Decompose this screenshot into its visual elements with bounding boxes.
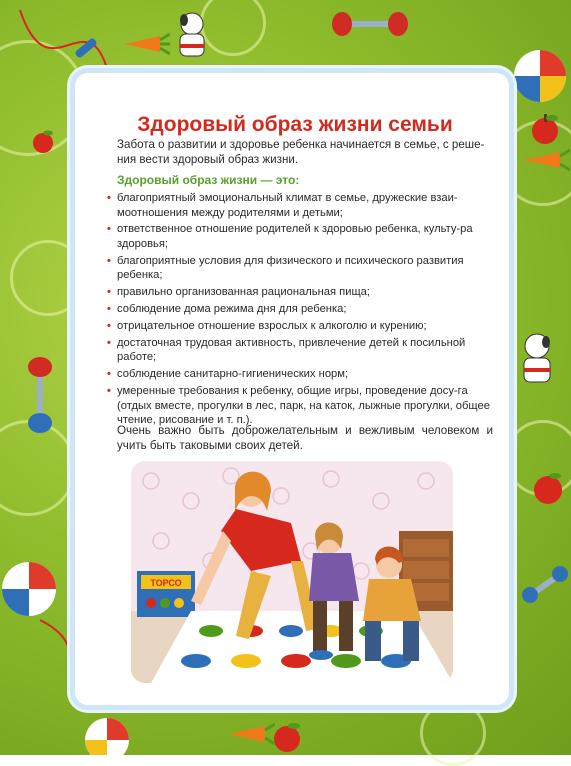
- bullet-icon: •: [107, 319, 111, 332]
- list-item: • отрицательное отношение взрослых к алкоголю и курению;: [107, 319, 427, 332]
- toy-dog-icon: [516, 330, 558, 390]
- bullet-icon: •: [107, 385, 111, 398]
- carrot-icon: [225, 722, 275, 746]
- closing-paragraph: Очень важно быть доброжелательным и вежливым человеком и учить быть таковыми своих детей.: [117, 424, 493, 452]
- list-item: • соблюдение дома режима дня для ребенка;: [107, 303, 347, 316]
- carrot-icon: [520, 148, 570, 172]
- carrot-icon: [120, 32, 170, 56]
- family-illustration: [131, 461, 453, 683]
- list-item: • благоприятные условия для физического и психического развития ребенка;: [107, 254, 464, 282]
- list-item: • благоприятный эмоциональный климат в семье, дружеские взаи-моотношения между родителями и детьми;: [107, 192, 458, 219]
- bullet-icon: •: [107, 336, 111, 349]
- list-subheading: Здоровый образ жизни — это:: [117, 173, 300, 187]
- beach-ball-icon: [82, 715, 132, 755]
- bullet-icon: •: [107, 223, 111, 236]
- game-box-label: ТОРСО: [150, 578, 182, 588]
- list-item: • достаточная трудовая активность, привлечение детей к посильной работе;: [107, 336, 466, 364]
- apple-icon: [528, 112, 562, 146]
- apple-icon: [270, 720, 304, 754]
- dumbbell-icon: [330, 4, 410, 44]
- intro-paragraph: Забота о развитии и здоровье ребенка начинается в семье, с реше-ния вести здоровый образ жизни.: [117, 138, 485, 166]
- toy-dog-icon: [172, 10, 212, 64]
- dumbbell-icon: [20, 355, 60, 435]
- bullet-icon: •: [107, 303, 111, 316]
- healthy-lifestyle-list: [107, 191, 495, 430]
- list-item: • правильно организованная рациональная пища;: [107, 286, 370, 299]
- bullet-icon: •: [107, 286, 111, 299]
- list-item: • умеренные требования к ребенку, общие игры, проведение досу-га (отдых вместе, прогулки в лес, парк, на каток, лыжные прогулки, общее чтение, рисование и т. п.).: [107, 385, 490, 427]
- beach-ball-icon: [512, 48, 568, 104]
- page-title: Здоровый образ жизни семьи: [137, 113, 453, 136]
- bullet-icon: •: [107, 368, 111, 381]
- content-card: [70, 68, 514, 710]
- bullet-icon: •: [107, 192, 111, 204]
- list-item: • соблюдение санитарно-гигиенических норм;: [107, 368, 349, 381]
- list-item: • ответственное отношение родителей к здоровью ребенка, культу-ра здоровья;: [107, 223, 473, 250]
- apple-icon: [30, 128, 56, 154]
- apple-icon: [530, 470, 566, 506]
- bullet-icon: •: [107, 254, 111, 267]
- dumbbell-icon: [520, 560, 570, 610]
